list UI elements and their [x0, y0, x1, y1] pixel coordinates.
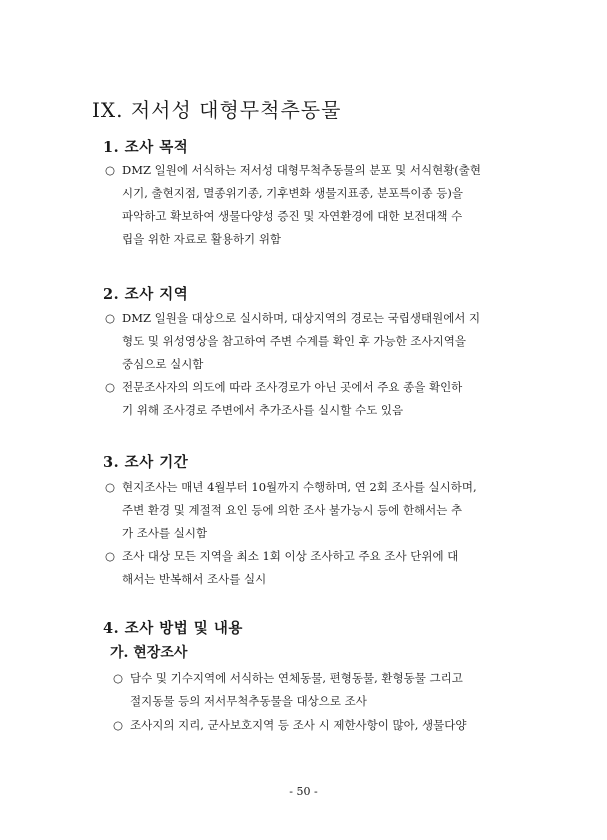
bullet-purpose-1: [105, 159, 514, 251]
bullet-line: 가 조사를 실시함: [122, 526, 208, 540]
bullet-line: 해서는 반복해서 조사를 실시: [122, 572, 267, 586]
section-title-purpose: 1. 조사 목적: [103, 139, 189, 156]
bullet-line: 기 위해 조사경로 주변에서 추가조사를 실시할 수도 있음: [122, 403, 404, 417]
page-number: - 50 -: [289, 785, 318, 798]
bullet-mark: ○: [113, 718, 124, 732]
bullet-line: DMZ 일원을 대상으로 실시하며, 대상지역의 경로는 국립생태원에서 지: [122, 311, 481, 325]
bullet-mark: ○: [105, 549, 116, 563]
bullet-mark: ○: [105, 163, 116, 177]
subsection-title-field-survey: 가. 현장조사: [110, 645, 188, 661]
bullet-line: 절지동물 등의 저서무척추동물을 대상으로 조사: [130, 694, 367, 708]
bullet-line: DMZ 일원에 서식하는 저서성 대형무척추동물의 분포 및 서식현황(출현: [122, 163, 482, 177]
bullet-line: 조사 대상 모든 지역을 최소 1회 이상 조사하고 주요 조사 단위에 대: [122, 549, 459, 563]
bullet-line: 형도 및 위성영상을 참고하여 주변 수계를 확인 후 가능한 조사지역을: [122, 334, 466, 348]
bullet-line: 조사지의 지리, 군사보호지역 등 조사 시 제한사항이 많아, 생물다양: [130, 718, 467, 732]
bullet-line: 전문조사자의 의도에 따라 조사경로가 아닌 곳에서 주요 종을 확인하: [122, 380, 463, 394]
bullet-line: 시기, 출현지점, 멸종위기종, 기후변화 생물지표종, 분포특이종 등)을: [122, 186, 463, 200]
bullet-line: 립을 위한 자료로 활용하기 위함: [122, 232, 282, 246]
bullet-area-1: [105, 307, 514, 376]
bullet-mark: ○: [105, 380, 116, 394]
chapter-title: IX. 저서성 대형무척추동물: [92, 98, 342, 122]
bullet-method-1: [113, 667, 514, 713]
bullet-area-2: [105, 376, 514, 422]
bullet-period-1: [105, 476, 514, 545]
bullet-line: 담수 및 기수지역에 서식하는 연체동물, 편형동물, 환형동물 그리고: [130, 671, 463, 685]
section-title-area: 2. 조사 지역: [103, 286, 189, 303]
bullet-mark: ○: [105, 311, 116, 325]
bullet-line: 파악하고 확보하여 생물다양성 증진 및 자연환경에 대한 보전대책 수: [122, 209, 463, 223]
section-title-period: 3. 조사 기간: [103, 454, 189, 471]
section-title-method: 4. 조사 방법 및 내용: [103, 620, 243, 637]
bullet-line: 주변 환경 및 계절적 요인 등에 의한 조사 불가능시 등에 한해서는 추: [122, 503, 463, 517]
bullet-period-2: [105, 545, 514, 591]
bullet-line: 현지조사는 매년 4월부터 10월까지 수행하며, 연 2회 조사를 실시하며,: [122, 480, 477, 494]
bullet-mark: ○: [113, 671, 124, 685]
bullet-mark: ○: [105, 480, 116, 494]
bullet-method-2: [113, 714, 514, 737]
bullet-line: 중심으로 실시함: [122, 357, 204, 371]
